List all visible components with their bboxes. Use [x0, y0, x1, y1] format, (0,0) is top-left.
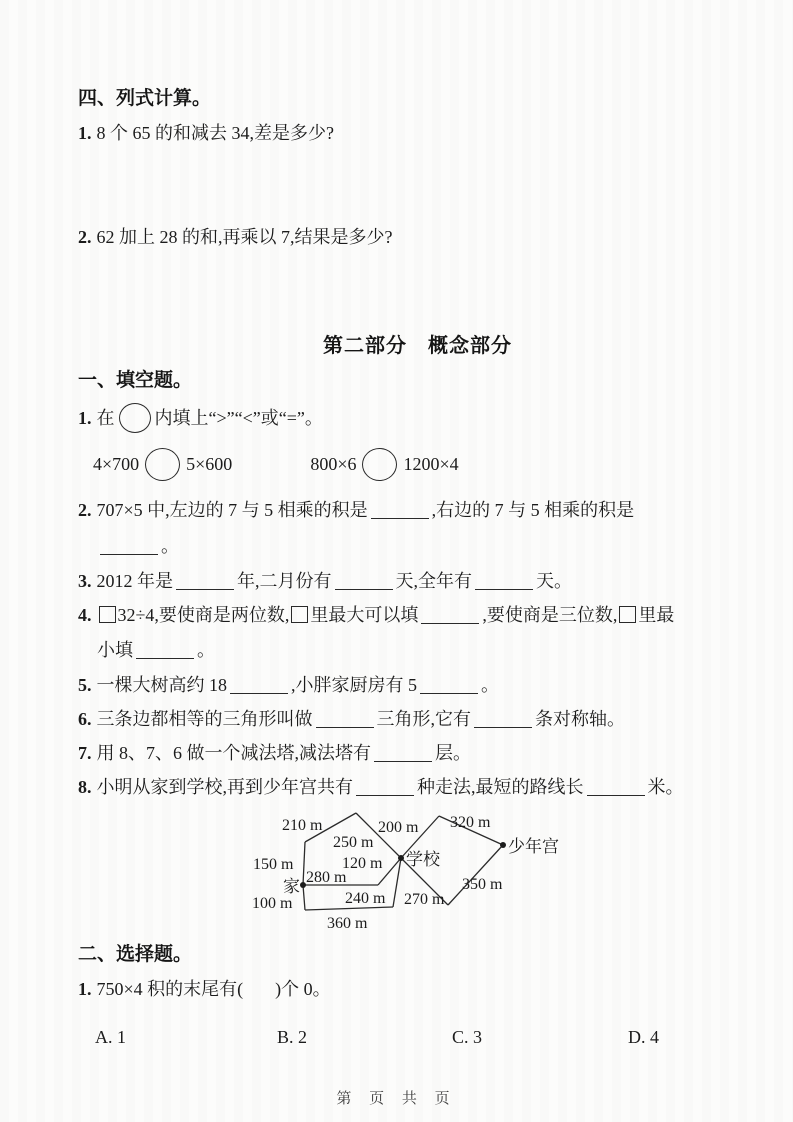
question-text: ,右边的 7 与 5 相乘的积是	[431, 500, 635, 520]
compare-circle	[119, 403, 151, 433]
question-text: 年,二月份有	[237, 571, 332, 591]
answer-blank	[176, 573, 234, 590]
school-label: 学校	[406, 850, 440, 869]
question-text: )个 0。	[275, 979, 331, 999]
fill-question-6	[78, 702, 757, 736]
expression: 4×700	[93, 454, 140, 474]
fill-question-3	[78, 564, 757, 598]
expression: 800×6	[310, 454, 357, 474]
option-c: C. 3	[452, 1027, 483, 1047]
question-text: 在	[96, 408, 115, 428]
distance-label-120: 120 m	[342, 855, 383, 872]
distance-label-250: 250 m	[333, 834, 374, 851]
question-text: 小明从家到学校,再到少年宫共有	[96, 777, 353, 797]
answer-blank	[474, 711, 532, 728]
fill-question-5	[78, 668, 757, 702]
question-text: 天,全年有	[395, 571, 472, 591]
digit-box	[99, 606, 116, 623]
option-a: A. 1	[95, 1027, 126, 1047]
question-number: 1.	[78, 123, 92, 143]
question-text: 用 8、7、6 做一个减法塔,减法塔有	[96, 743, 371, 763]
compare-circle	[145, 448, 180, 481]
answer-blank	[316, 711, 374, 728]
fill-question-2	[78, 492, 757, 564]
calc-question-2	[78, 220, 757, 254]
question-number: 1.	[78, 408, 92, 428]
answer-blank	[100, 538, 158, 555]
question-text: 一棵大树高约 18	[96, 675, 227, 695]
question-text: 种走法,最短的路线长	[417, 777, 584, 797]
question-number: 1.	[78, 979, 92, 999]
section-fill-title: 一、填空题。	[78, 370, 193, 391]
question-text: ,要使商是三位数,	[482, 605, 618, 625]
school-dot	[398, 855, 404, 861]
distance-label-280: 280 m	[306, 869, 347, 886]
question-text: 内填上“>”“<”或“=”。	[154, 408, 323, 428]
answer-blank	[230, 677, 288, 694]
question-text: 62 加上 28 的和,再乘以 7,结果是多少?	[96, 227, 393, 247]
question-number: 5.	[78, 675, 92, 695]
distance-label-100: 100 m	[252, 895, 293, 912]
question-text: 条对称轴。	[535, 709, 625, 729]
question-text: 三角形,它有	[376, 709, 471, 729]
question-text: ,小胖家厨房有 5	[291, 675, 417, 695]
question-number: 6.	[78, 709, 92, 729]
edge-home-bottomleft	[303, 885, 305, 910]
compare-expressions-row	[78, 444, 757, 484]
answer-blank	[136, 642, 194, 659]
question-text: 。	[161, 536, 179, 556]
option-b: B. 2	[277, 1027, 308, 1047]
question-text: 米。	[647, 777, 684, 797]
question-number: 3.	[78, 571, 92, 591]
answer-blank	[371, 502, 429, 519]
choice-question-1	[78, 972, 757, 1006]
fill-question-4	[78, 598, 757, 668]
distance-label-240: 240 m	[345, 890, 386, 907]
question-text: 2012 年是	[96, 571, 173, 591]
question-text: 里最大可以填	[310, 605, 419, 625]
distance-label-210: 210 m	[282, 817, 323, 834]
distance-label-360: 360 m	[327, 915, 368, 932]
expression: 5×600	[186, 454, 233, 474]
question-number: 7.	[78, 743, 92, 763]
question-text: 707×5 中,左边的 7 与 5 相乘的积是	[96, 500, 368, 520]
answer-blank	[356, 779, 414, 796]
distance-label-270: 270 m	[404, 891, 445, 908]
answer-blank	[374, 745, 432, 762]
edge-home-topleft	[303, 842, 305, 885]
answer-blank	[421, 607, 479, 624]
digit-box	[619, 606, 636, 623]
question-text: 750×4 积的末尾有(	[96, 979, 244, 999]
expression: 1200×4	[403, 454, 459, 474]
question-number: 8.	[78, 777, 92, 797]
palace-label: 少年宫	[508, 837, 559, 856]
question-text: 里最	[638, 605, 675, 625]
calc-question-1	[78, 116, 757, 150]
section-choice-title: 二、选择题。	[78, 944, 193, 965]
route-diagram-svg	[238, 806, 570, 938]
section-calc-title: 四、列式计算。	[78, 88, 212, 109]
distance-label-350: 350 m	[462, 876, 503, 893]
edge-bottomleft-bottomright	[305, 907, 393, 910]
fill-question-7	[78, 736, 757, 770]
page-footer: 第 页 共 页	[336, 1091, 457, 1107]
distance-label-150: 150 m	[253, 856, 294, 873]
answer-blank	[420, 677, 478, 694]
question-text: 8 个 65 的和减去 34,差是多少?	[96, 123, 334, 143]
question-text: 32÷4,要使商是两位数,	[117, 605, 290, 625]
choice-options-row	[78, 1022, 757, 1052]
fill-question-1	[78, 398, 757, 438]
answer-blank	[335, 573, 393, 590]
option-d: D. 4	[628, 1027, 659, 1047]
question-text: 小填	[97, 640, 133, 660]
distance-label-320: 320 m	[450, 814, 491, 831]
question-text: 三条边都相等的三角形叫做	[96, 709, 313, 729]
question-text: 天。	[536, 571, 572, 591]
question-text: 。	[197, 640, 215, 660]
compare-circle	[362, 448, 397, 481]
answer-blank	[587, 779, 645, 796]
question-text: 。	[481, 675, 499, 695]
answer-blank	[475, 573, 533, 590]
part2-title: 第二部分 概念部分	[323, 335, 512, 357]
fill-question-8	[78, 770, 757, 804]
question-number: 2.	[78, 500, 92, 520]
edge-rqbottom-palace	[448, 845, 503, 905]
palace-dot	[500, 842, 506, 848]
question-number: 4.	[78, 605, 92, 625]
distance-label-200: 200 m	[378, 819, 419, 836]
digit-box	[291, 606, 308, 623]
route-diagram	[238, 806, 570, 938]
question-text: 层。	[435, 743, 471, 763]
question-number: 2.	[78, 227, 92, 247]
home-label: 家	[283, 877, 300, 896]
